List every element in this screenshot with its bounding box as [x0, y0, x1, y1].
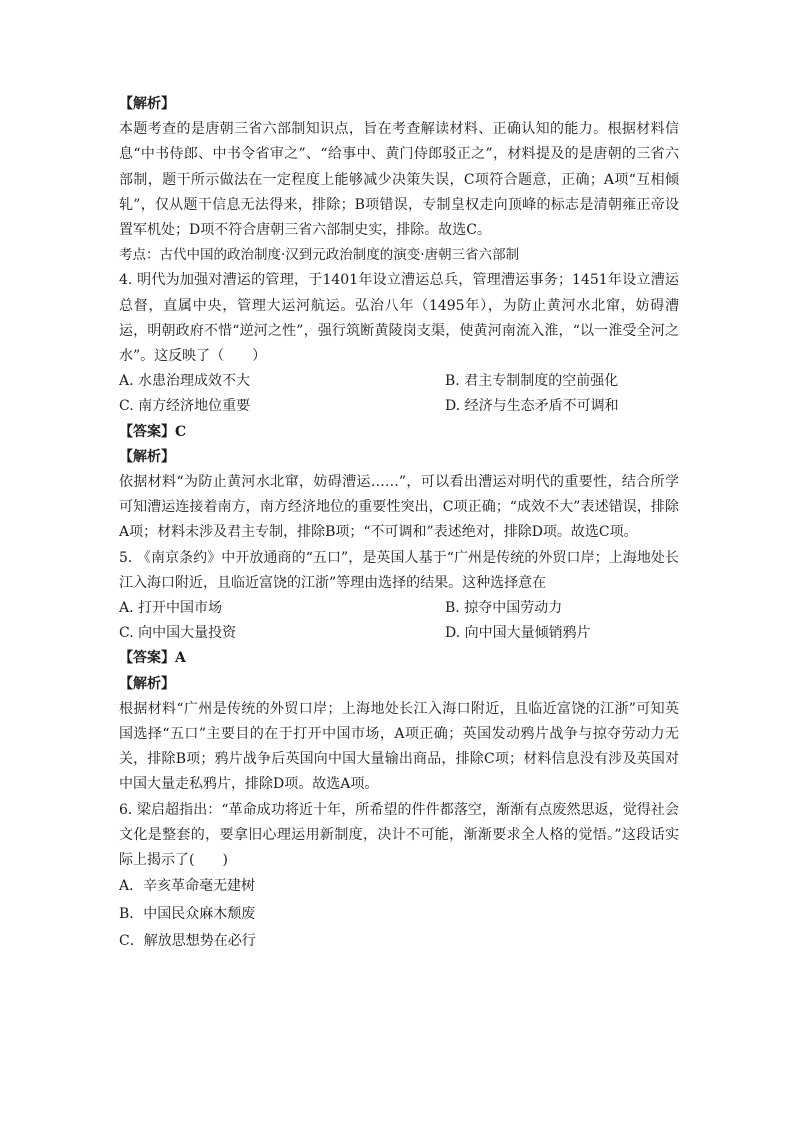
analysis-heading: 【解析】 — [119, 448, 175, 465]
question-4-options-row-1 — [119, 369, 679, 394]
option-a: A．辛亥革命毫无建树 — [119, 878, 256, 895]
option-c: C. 向中国大量投资 — [119, 625, 237, 642]
option-b: B．中国民众麻木颓废 — [119, 905, 256, 922]
question-6-stem: 6. 梁启超指出：“革命成功将近十年，所希望的件件都落空，渐渐有点废然思返，觉得社会文化是整套的，要拿旧心理运用新制度，决计不可能，渐渐要求全人格的觉悟。”这段话实际上揭示了( ) — [119, 801, 679, 869]
option-b: B. 掠夺中国劳动力 — [445, 600, 563, 617]
analysis-heading: 【解析】 — [119, 96, 175, 112]
option-d: D. 经济与生态矛盾不可调和 — [445, 398, 619, 415]
option-a: A. 水患治理成效不大 — [119, 373, 251, 390]
analysis-heading: 【解析】 — [119, 675, 175, 692]
question-4-stem: 4. 明代为加强对漕运的管理，于1401年设立漕运总兵，管理漕运事务；1451年设立漕运总督，直属中央，管理大运河航运。弘治八年（1495年），为防止黄河水北窜，妨碍漕运，明朝政府不惜“逆河之性”，强行筑断黄陵岗支渠，使黄河南流入淮，“以一淮受全河之水”。这反映了（ ） — [119, 272, 679, 365]
question-5-stem: 5. 《南京条约》中开放通商的“五口”，是英国人基于“广州是传统的外贸口岸；上海地处长江入海口附近，且临近富饶的江浙”等理由选择的结果。这种选择意在 — [119, 549, 679, 591]
option-c: C．解放思想势在必行 — [119, 932, 256, 949]
option-d: D. 向中国大量倾销鸦片 — [445, 625, 591, 642]
question-5-options-row-2 — [119, 621, 679, 646]
answer-label: 【答案】A — [119, 650, 186, 667]
analysis-text: 本题考查的是唐朝三省六部制知识点，旨在考查解读材料、正确认知的能力。根据材料信息“中书侍郎、中书令省审之”、“给事中、黄门侍郎驳正之”，材料提及的是唐朝的三省六部制，题干所示做法在一定程度上能够减少决策失误，C项符合题意，正确；A项“互相倾轧”，仅从题干信息无法得来，排除；B项错误，专制皇权走向顶峰的标志是清朝雍正帝设置军机处；D项不符合唐朝三省六部制史实，排除。故选C。 — [119, 121, 679, 239]
answer-label: 【答案】C — [119, 423, 187, 440]
exam-point: 考点：古代中国的政治制度·汉到元政治制度的演变·唐朝三省六部制 — [119, 247, 520, 264]
question-5-options-row-1 — [119, 596, 679, 621]
analysis-text: 根据材料“广州是传统的外贸口岸；上海地处长江入海口附近，且临近富饶的江浙”可知英国选择“五口”主要目的在于打开中国市场，A项正确；英国发动鸦片战争与掠夺劳动力无关，排除B项；鸦片战争后英国向中国大量输出商品，排除C项；材料信息没有涉及英国对中国大量走私鸦片，排除D项。故选A项。 — [119, 700, 679, 793]
analysis-text: 依据材料“为防止黄河水北窜，妨碍漕运……”，可以看出漕运对明代的重要性，结合所学可知漕运连接着南方，南方经济地位的重要性突出，C项正确；“成效不大”表述错误，排除A项；材料未涉及君主专制，排除B项；“不可调和”表述绝对，排除D项。故选C项。 — [119, 474, 679, 541]
option-b: B. 君主专制制度的空前强化 — [445, 373, 619, 390]
question-4-options-row-2 — [119, 394, 679, 419]
option-a: A. 打开中国市场 — [119, 600, 223, 617]
document-page — [119, 92, 679, 955]
option-c: C. 南方经济地位重要 — [119, 398, 251, 415]
